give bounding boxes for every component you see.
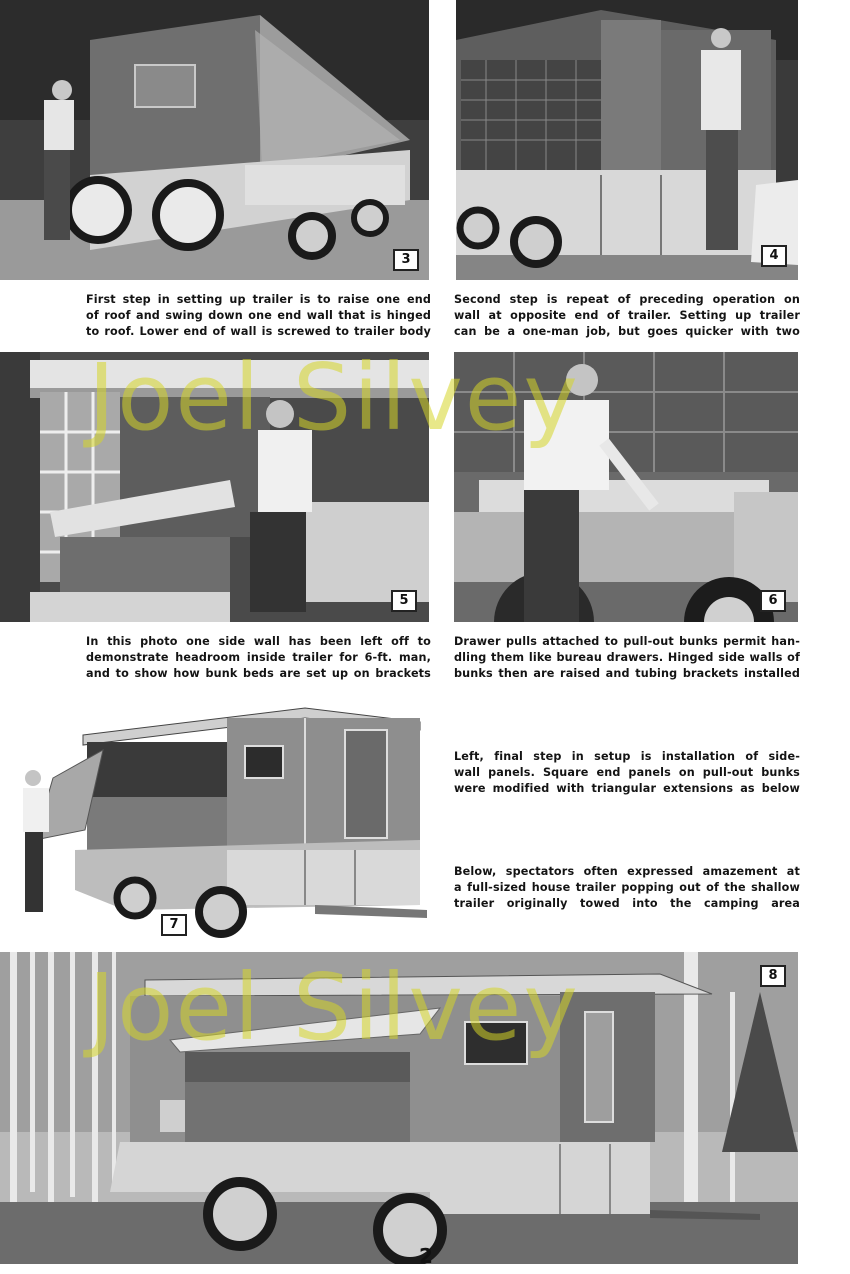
caption-photo-3-line: to roof. Lower end of wall is screwed to trailer body: [86, 325, 431, 338]
photo-5-image: [0, 352, 429, 622]
photo-8-image: [0, 952, 798, 1264]
caption-photo-7-line: Left, final step in setup is installation of side-: [454, 750, 800, 763]
caption-photo-6-line: bunks then are raised and tubing brackets installed: [454, 667, 800, 680]
photo-6-image: [454, 352, 798, 622]
caption-photo-6-line: dling them like bureau drawers. Hinged side walls of: [454, 651, 800, 664]
watermark-text: Joel Silvey: [88, 344, 580, 451]
watermark-text: Joel Silvey: [88, 954, 580, 1061]
caption-photo-6-line: Drawer pulls attached to pull-out bunks permit han-: [454, 635, 800, 648]
caption-photo-5-line: In this photo one side wall has been left off to: [86, 635, 431, 648]
caption-photo-4-line: Second step is repeat of preceding operation on: [454, 293, 800, 306]
photo-4-image: [456, 0, 798, 280]
page-number: 2: [419, 1244, 433, 1268]
photo-5: [0, 352, 429, 622]
caption-photo-7-line: wall panels. Square end panels on pull-out bunks: [454, 766, 800, 779]
caption-photo-5-line: demonstrate headroom inside trailer for 6-ft. man,: [86, 651, 431, 664]
caption-photo-8-line: a full-sized house trailer popping out of the shallow: [454, 881, 800, 894]
caption-photo-8: [454, 864, 800, 912]
caption-photo-8-line: Below, spectators often expressed amazement at: [454, 865, 800, 878]
caption-photo-6: [454, 634, 800, 682]
photo-4: [456, 0, 798, 280]
caption-photo-7-line: were modified with triangular extensions as below: [454, 782, 800, 795]
photo-6: [454, 352, 798, 622]
caption-photo-5-line: and to show how bunk beds are set up on brackets: [86, 667, 431, 680]
caption-photo-7: [454, 749, 800, 797]
photo-3-image: [0, 0, 429, 280]
caption-photo-5: [86, 634, 431, 682]
photo-8: [0, 952, 798, 1264]
photo-7-number: 7: [161, 914, 187, 936]
photo-5-number: 5: [391, 590, 417, 612]
photo-7: [15, 700, 435, 950]
caption-photo-8-line: trailer originally towed into the camping area: [454, 897, 800, 910]
photo-3-number: 3: [393, 249, 419, 271]
photo-4-number: 4: [761, 245, 787, 267]
photo-6-number: 6: [760, 590, 786, 612]
caption-photo-3: [86, 292, 431, 340]
caption-photo-3-line: of roof and swing down one end wall that is hinged: [86, 309, 431, 322]
caption-photo-4-line: can be a one-man job, but goes quicker with two: [454, 325, 800, 338]
photo-7-image: [15, 700, 435, 950]
photo-3: [0, 0, 429, 280]
caption-photo-4-line: wall at opposite end of trailer. Setting up trailer: [454, 309, 800, 322]
caption-photo-4: [454, 292, 800, 340]
caption-photo-3-line: First step in setting up trailer is to raise one end: [86, 293, 431, 306]
photo-8-number: 8: [760, 965, 786, 987]
